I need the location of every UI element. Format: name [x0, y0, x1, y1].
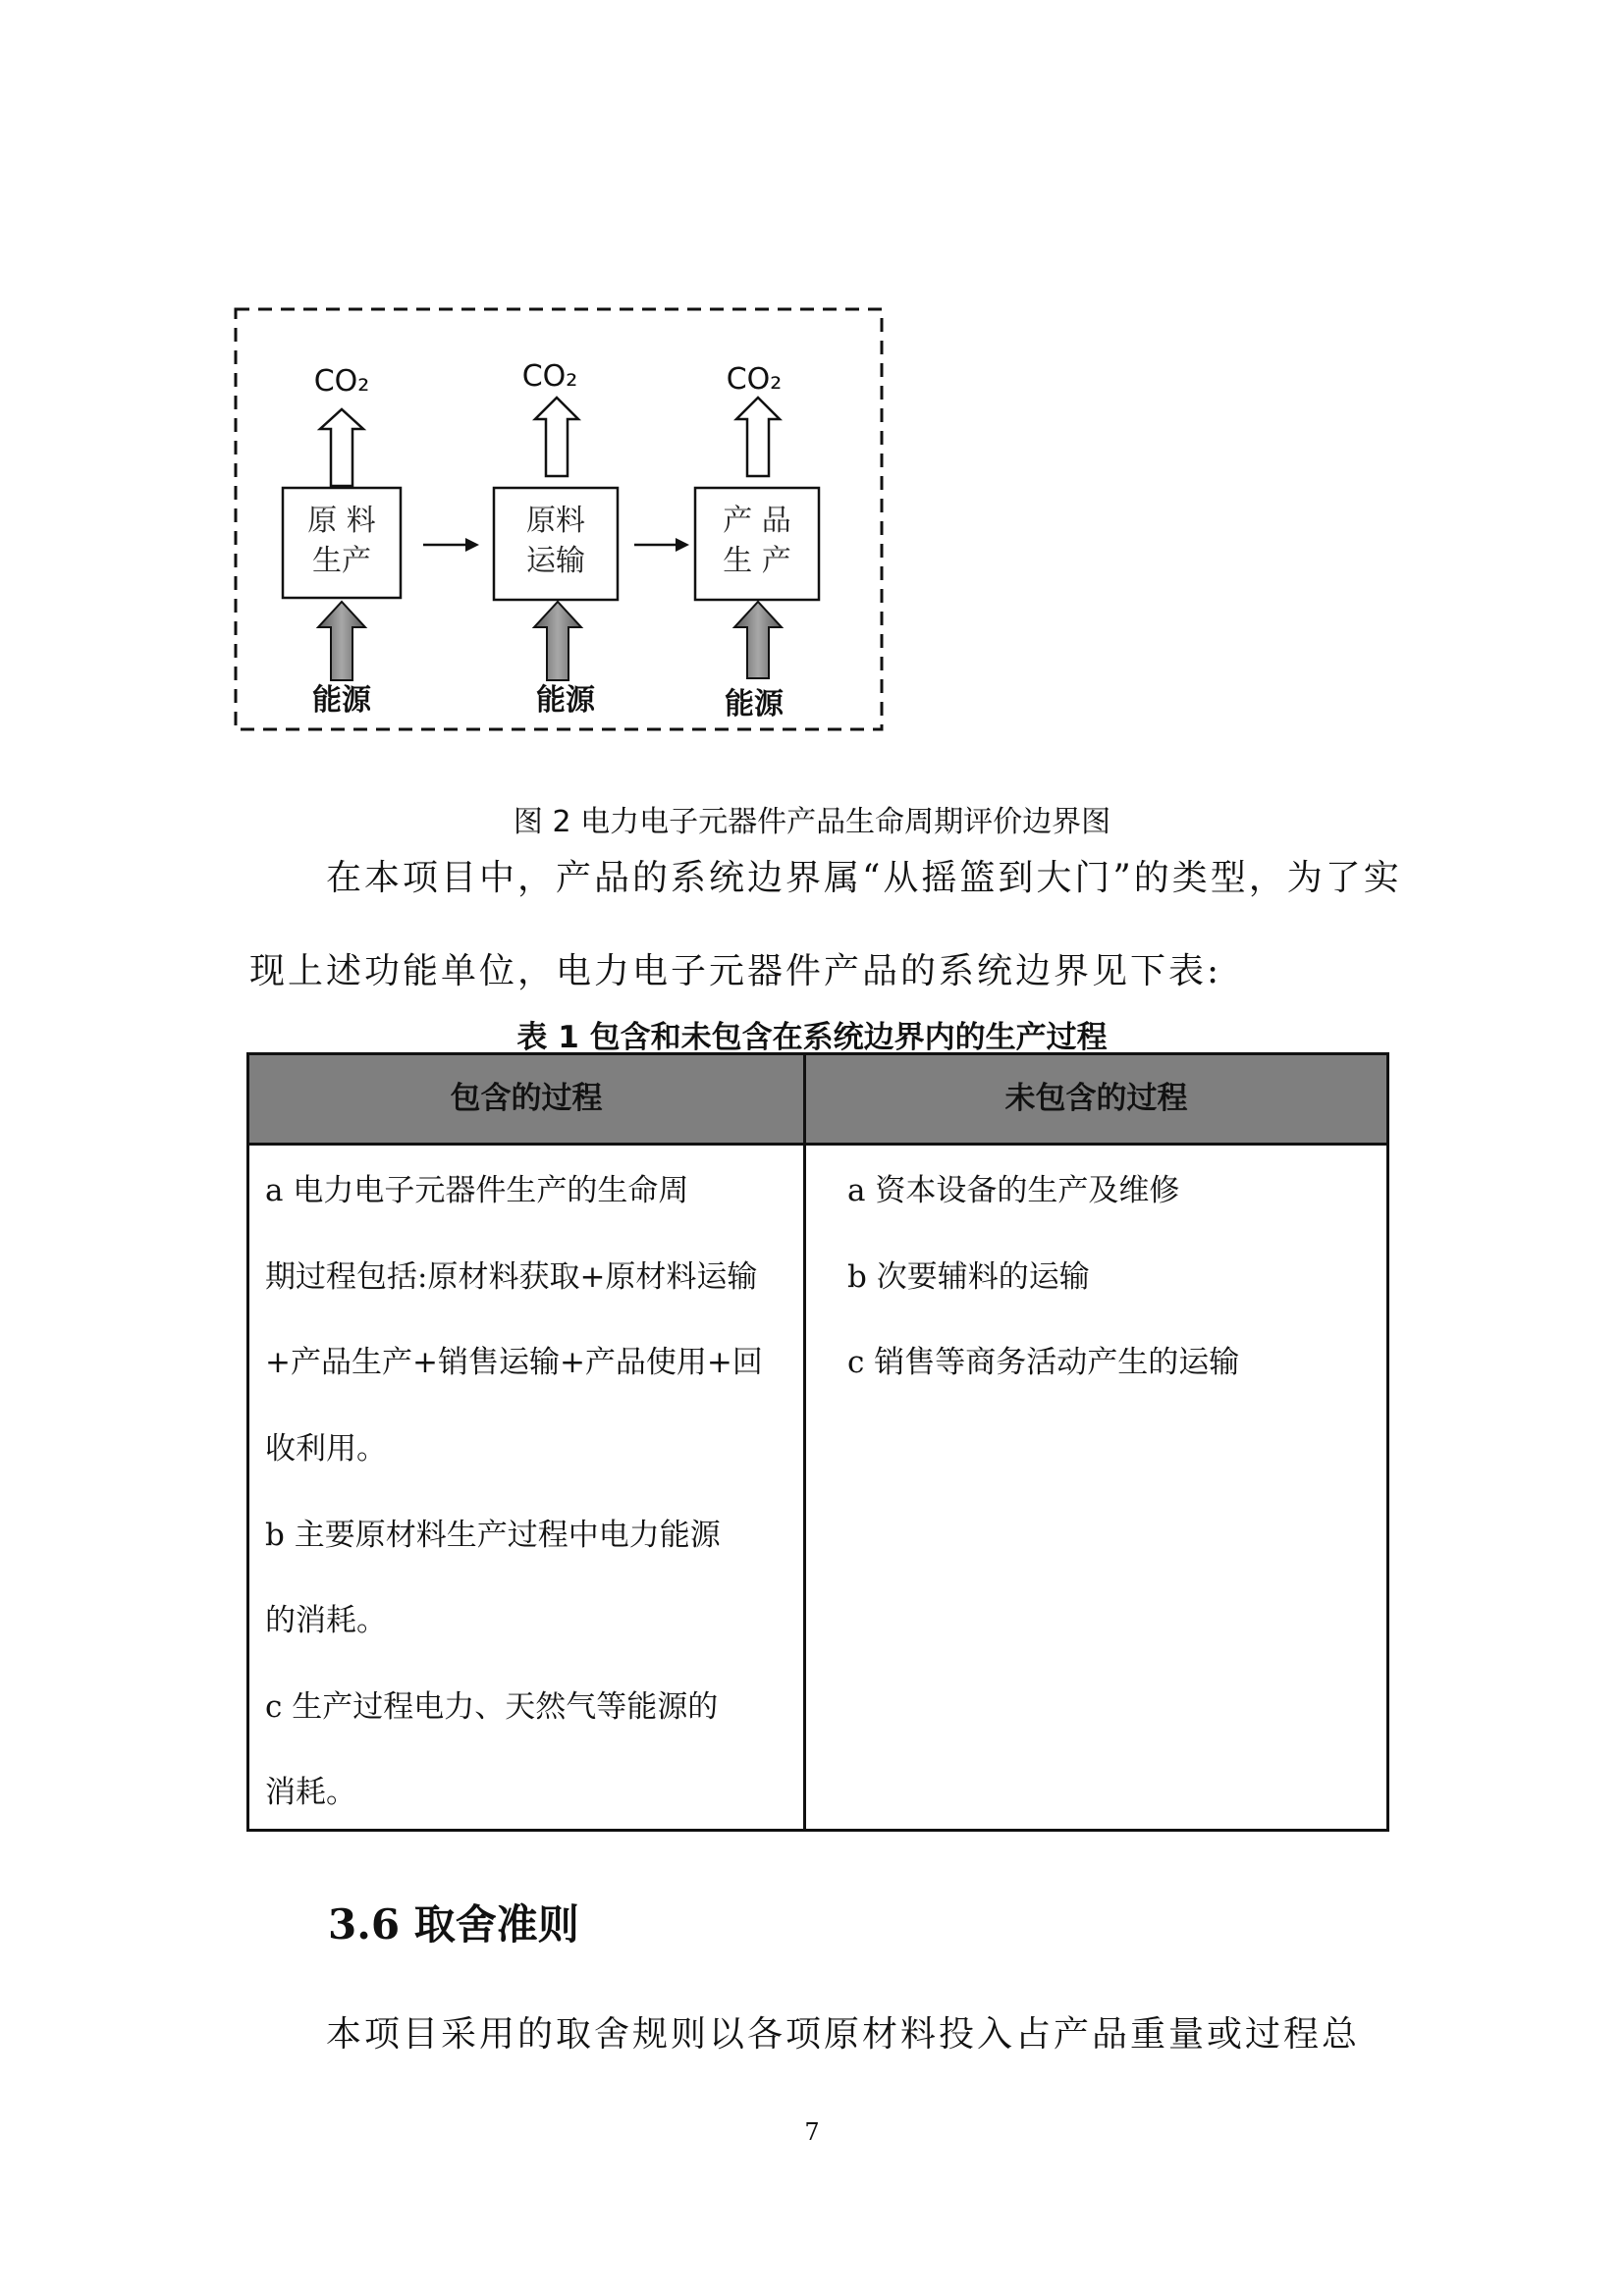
stage-raw-material-production — [283, 488, 401, 598]
energy-arrow-in-2 — [534, 602, 581, 680]
excluded-line: b 次要辅料的运输 — [847, 1259, 1090, 1295]
page-number: 7 — [804, 2118, 820, 2146]
boundary-diagram-svg — [234, 307, 886, 733]
section-paragraph-line-1: 本项目采用的取舍规则以各项原材料投入占产品重量或过程总 — [326, 2014, 1361, 2055]
energy-label-3: 能源 — [725, 687, 784, 721]
stage-1-label-line2: 生产 — [312, 544, 371, 578]
stage-3-label-line1: 产 品 — [723, 504, 791, 538]
stage-2-label-line2: 运输 — [526, 544, 585, 578]
stage-1-label-line1: 原 料 — [307, 504, 376, 538]
table-caption: 表 1 包含和未包含在系统边界内的生产过程 — [516, 1020, 1108, 1055]
header-excluded-processes: 未包含的过程 — [1004, 1081, 1188, 1116]
co2-arrow-up-2 — [535, 398, 578, 476]
figure-caption: 图 2 电力电子元器件产品生命周期评价边界图 — [513, 805, 1111, 839]
stage-2-label-line1: 原料 — [526, 504, 585, 538]
section-heading: 3.6 取舍准则 — [328, 1900, 579, 1949]
included-line: 收利用。 — [265, 1431, 387, 1467]
included-line: b 主要原材料生产过程中电力能源 — [265, 1518, 721, 1553]
co2-arrow-up-1 — [320, 409, 363, 486]
included-line: +产品生产+销售运输+产品使用+回 — [265, 1345, 763, 1380]
excluded-line: c 销售等商务活动产生的运输 — [847, 1345, 1240, 1380]
excluded-line: a 资本设备的生产及维修 — [847, 1173, 1180, 1208]
stage-3-label-line2: 生 产 — [723, 544, 791, 578]
co2-label-1: CO₂ — [313, 364, 370, 399]
co2-label-3: CO₂ — [726, 362, 783, 397]
included-line: c 生产过程电力、天然气等能源的 — [265, 1689, 719, 1725]
table-header-row — [249, 1055, 1386, 1146]
stage-product-production — [695, 488, 819, 600]
paragraph-1-line-1: 在本项目中，产品的系统边界属“从摇篮到大门”的类型，为了实 — [326, 858, 1402, 898]
energy-label-1: 能源 — [312, 683, 371, 718]
co2-label-2: CO₂ — [521, 359, 578, 394]
system-boundary-table — [246, 1052, 1389, 1832]
header-included-processes: 包含的过程 — [450, 1081, 603, 1116]
stage-raw-material-transport — [494, 488, 618, 600]
included-line: 期过程包括:原材料获取+原材料运输 — [265, 1259, 758, 1295]
energy-arrow-in-1 — [318, 602, 365, 680]
co2-arrow-up-3 — [736, 398, 780, 476]
flow-arrow-2-3 — [634, 538, 689, 552]
included-line: 消耗。 — [265, 1775, 356, 1810]
paragraph-1-line-2: 现上述功能单位，电力电子元器件产品的系统边界见下表: — [249, 951, 1222, 991]
energy-label-2: 能源 — [536, 683, 595, 718]
flow-arrow-1-2 — [423, 538, 479, 552]
column-divider — [803, 1055, 806, 1829]
boundary-diagram — [234, 307, 886, 733]
included-line: a 电力电子元器件生产的生命周 — [265, 1173, 689, 1208]
included-line: 的消耗。 — [265, 1603, 387, 1638]
energy-arrow-in-3 — [734, 602, 782, 678]
